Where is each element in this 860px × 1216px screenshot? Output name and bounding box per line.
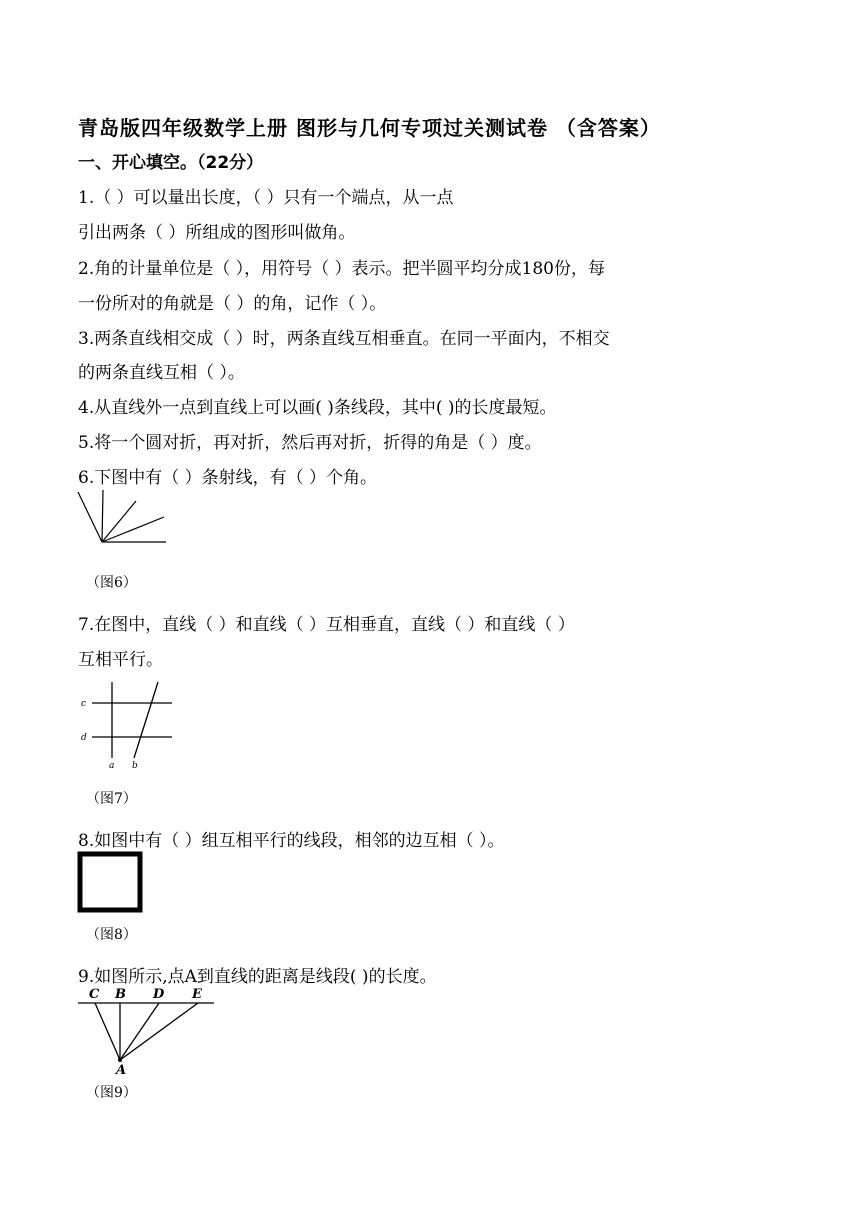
question-7-line-2: 互相平行。 <box>78 650 163 670</box>
label-B: B <box>115 987 126 1002</box>
segment-AE <box>120 1003 198 1060</box>
question-1-line-1: 1.（ ）可以量出长度，（ ）只有一个端点，从一点 <box>78 188 454 208</box>
label-a: a <box>109 761 115 771</box>
question-1-line-2: 引出两条（ ）所组成的图形叫做角。 <box>78 223 356 243</box>
question-3-line-2: 的两条直线互相（ ）。 <box>78 363 245 383</box>
figure-9-caption: （图9） <box>86 1085 137 1101</box>
ray-3 <box>102 501 136 542</box>
segment-AD <box>120 1003 159 1060</box>
figure-6-caption: （图6） <box>86 575 137 591</box>
label-c: c <box>81 699 87 709</box>
point-A <box>118 1058 122 1062</box>
label-d: d <box>81 733 87 743</box>
label-C: C <box>89 987 100 1002</box>
figure-8-caption: （图8） <box>86 927 137 943</box>
figure-7-caption: （图7） <box>86 791 137 807</box>
label-D: D <box>153 987 165 1002</box>
label-b: b <box>132 761 138 771</box>
question-7-line-1: 7.在图中，直线（ ）和直线（ ）互相垂直，直线（ ）和直线（ ） <box>78 615 575 635</box>
question-9: 9.如图所示,点A到直线的距离是线段( )的长度。 <box>78 967 437 987</box>
figure-6-rays <box>76 488 172 548</box>
ray-5 <box>78 492 102 542</box>
figure-7-lines <box>76 676 176 772</box>
segment-AC <box>95 1003 120 1060</box>
figure-9-distance <box>76 984 216 1076</box>
section-heading: 一、开心填空。（22分） <box>78 153 264 173</box>
ray-4 <box>102 490 103 542</box>
page-title: 青岛版四年级数学上册 图形与几何专项过关测试卷 （含答案） <box>78 116 661 140</box>
question-8: 8.如图中有（ ）组互相平行的线段，相邻的边互相（ ）。 <box>78 831 505 851</box>
question-6: 6.下图中有（ ）条射线，有（ ）个角。 <box>78 468 378 488</box>
question-5: 5.将一个圆对折，再对折，然后再对折，折得的角是（ ）度。 <box>78 433 542 453</box>
ray-2 <box>102 517 164 542</box>
question-2-line-1: 2.角的计量单位是（ ），用符号（ ）表示。把半圆平均分成180份，每 <box>78 259 605 279</box>
label-A: A <box>116 1063 127 1076</box>
label-E: E <box>192 987 202 1002</box>
question-4: 4.从直线外一点到直线上可以画( )条线段，其中( )的长度最短。 <box>78 398 557 418</box>
line-b <box>134 682 158 758</box>
question-2-line-2: 一份所对的角就是（ ）的角，记作（ ）。 <box>78 294 387 314</box>
question-3-line-1: 3.两条直线相交成（ ）时，两条直线互相垂直。在同一平面内，不相交 <box>78 329 610 349</box>
square-shape <box>80 854 140 910</box>
figure-8-square <box>76 850 146 914</box>
